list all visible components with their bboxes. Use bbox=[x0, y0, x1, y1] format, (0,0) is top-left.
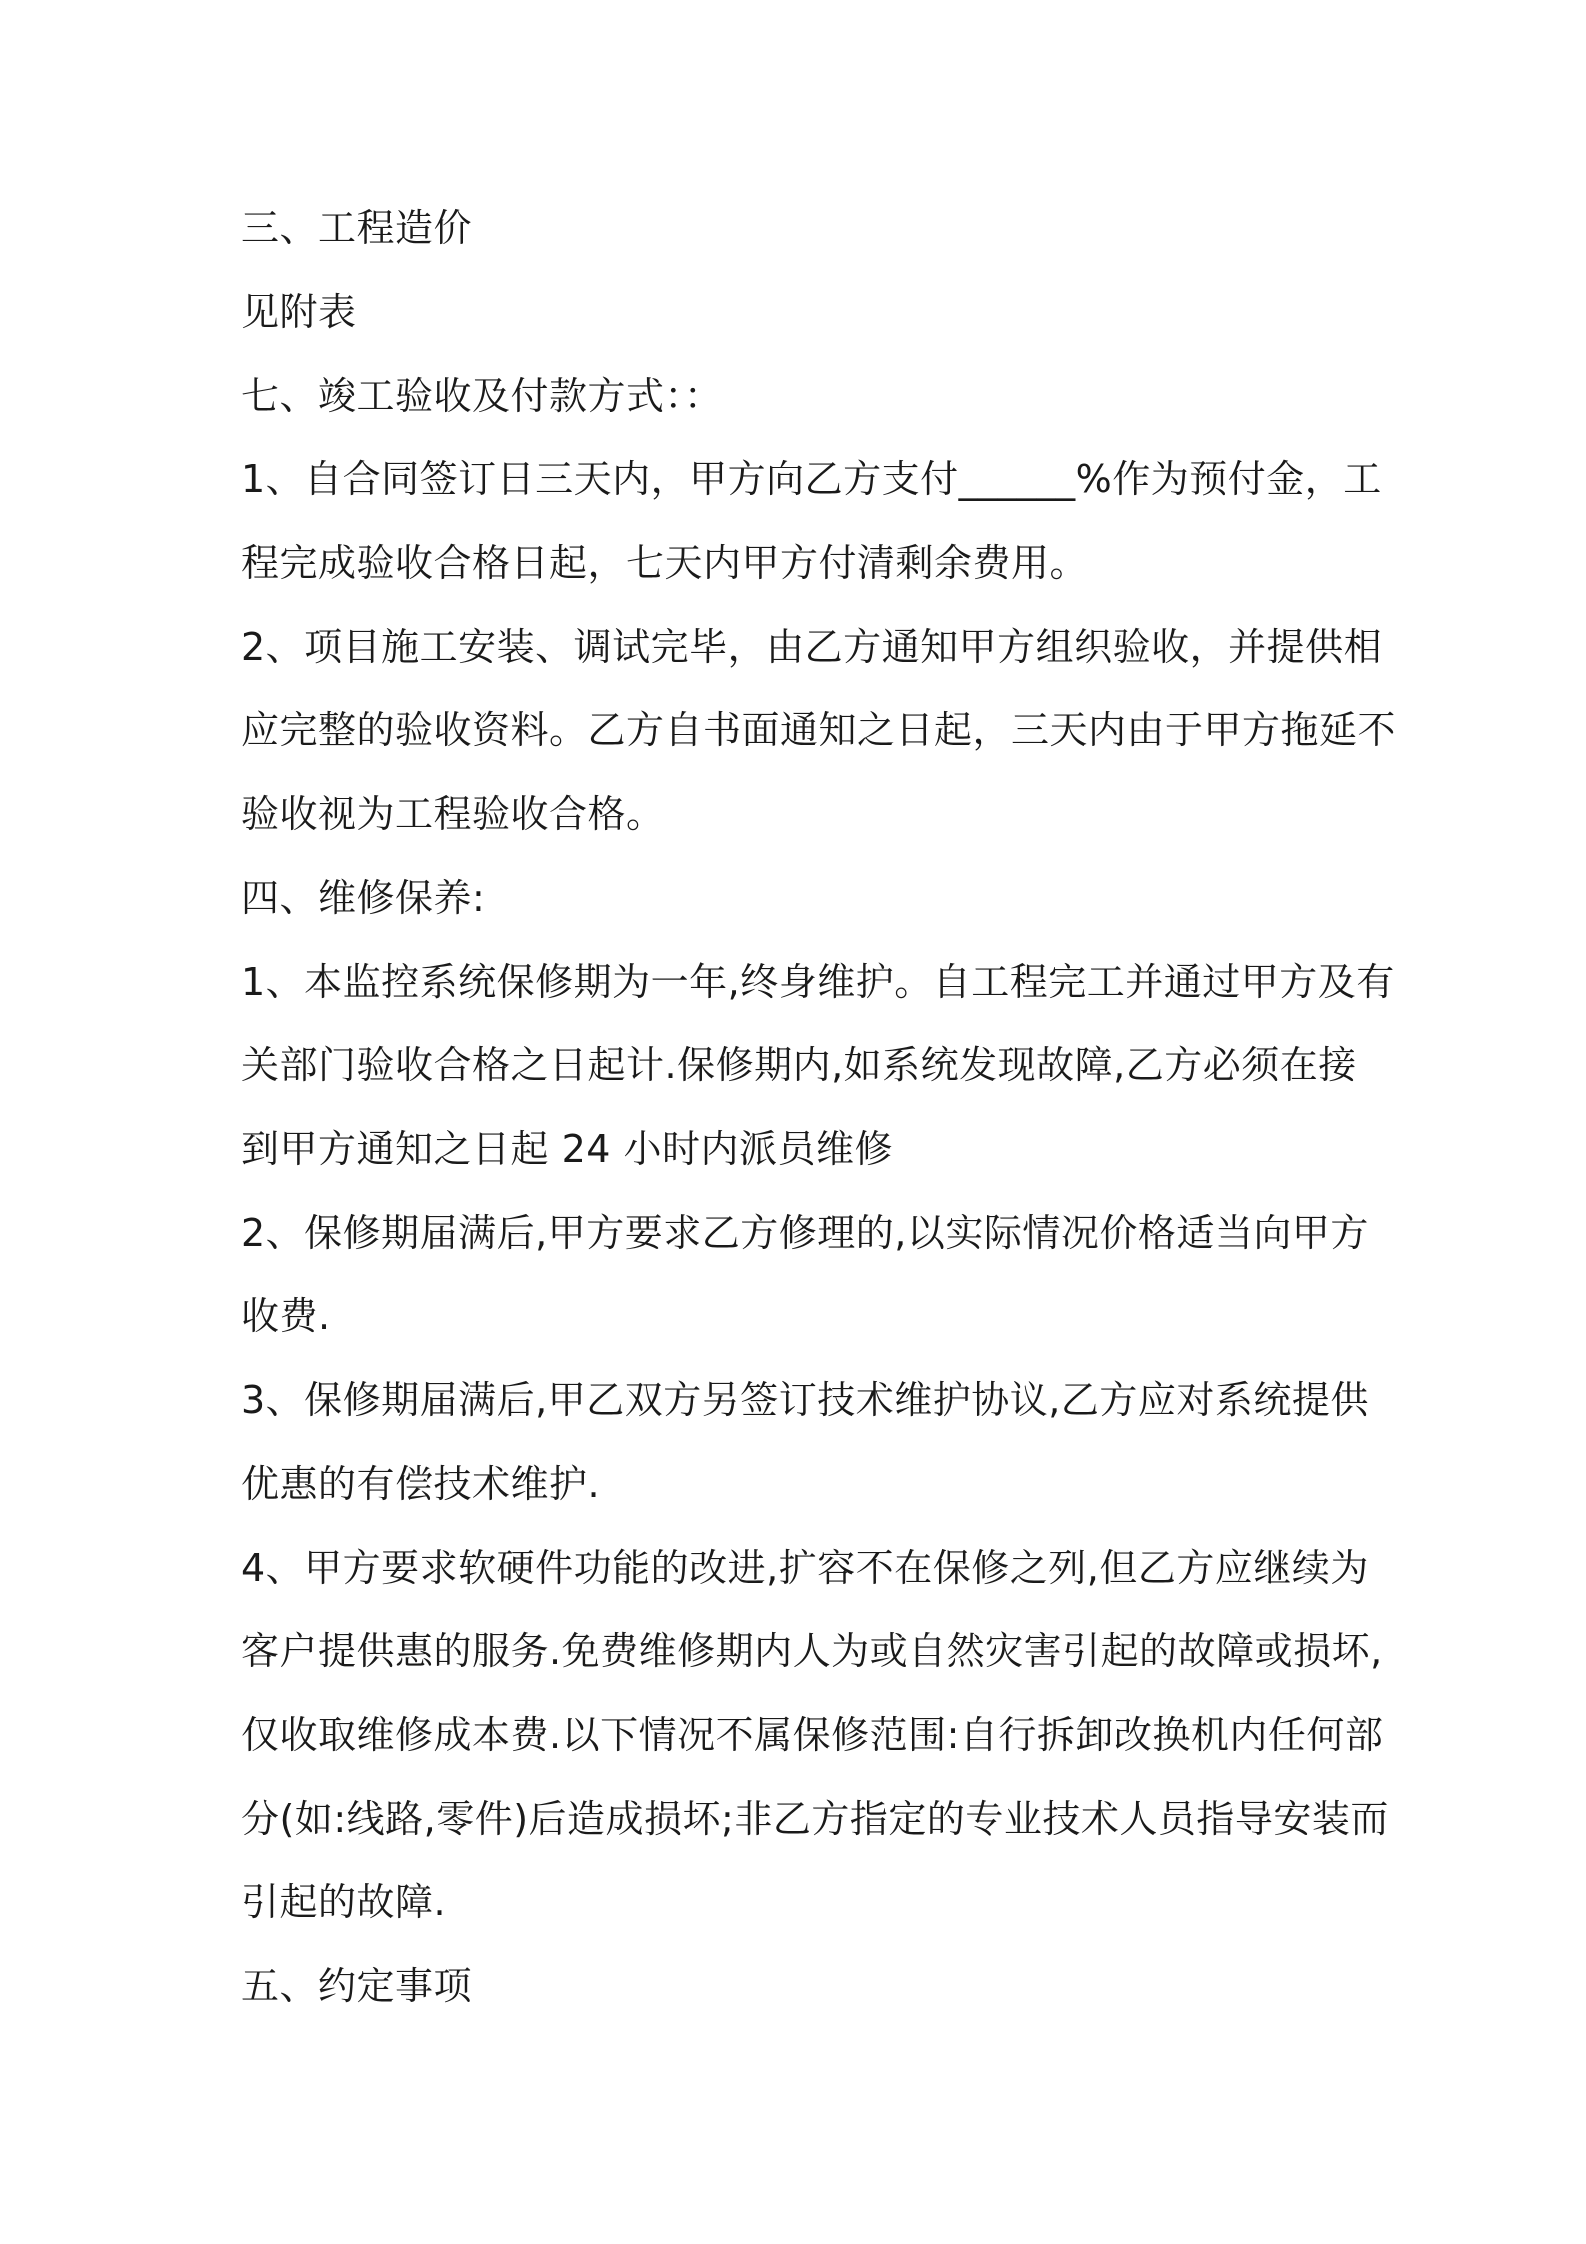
section-heading-agreed-matters: 五、约定事项 bbox=[241, 1964, 473, 2008]
paragraph-line: 仅收取维修成本费.以下情况不属保修范围:自行拆卸改换机内任何部 bbox=[241, 1713, 1384, 1757]
paragraph-line: 收费. bbox=[241, 1294, 331, 1338]
paragraph-line: 关部门验收合格之日起计.保修期内,如系统发现故障,乙方必须在接 bbox=[241, 1043, 1357, 1087]
paragraph-line: 分(如:线路,零件)后造成损坏;非乙方指定的专业技术人员指导安装而 bbox=[241, 1797, 1389, 1841]
paragraph-line: 2、保修期届满后,甲方要求乙方修理的,以实际情况价格适当向甲方 bbox=[241, 1211, 1369, 1255]
paragraph-line: 2、项目施工安装、调试完毕，由乙方通知甲方组织验收，并提供相 bbox=[241, 625, 1383, 669]
paragraph-line: 1、自合同签订日三天内，甲方向乙方支付______%作为预付金，工 bbox=[241, 457, 1382, 501]
paragraph-line: 优惠的有偿技术维护. bbox=[241, 1462, 601, 1506]
paragraph-line: 到甲方通知之日起 24 小时内派员维修 bbox=[241, 1127, 894, 1171]
section-heading-maintenance: 四、维修保养: bbox=[241, 876, 486, 920]
paragraph-line: 客户提供惠的服务.免费维修期内人为或自然灾害引起的故障或损坏, bbox=[241, 1629, 1383, 1673]
section-heading-cost: 三、工程造价 bbox=[241, 206, 473, 250]
paragraph-line: 见附表 bbox=[241, 290, 357, 334]
paragraph-line: 引起的故障. bbox=[241, 1880, 447, 1924]
paragraph-line: 4、甲方要求软硬件功能的改进,扩容不在保修之列,但乙方应继续为 bbox=[241, 1546, 1369, 1590]
paragraph-line: 3、保修期届满后,甲乙双方另签订技术维护协议,乙方应对系统提供 bbox=[241, 1378, 1369, 1422]
paragraph-line: 应完整的验收资料。乙方自书面通知之日起，三天内由于甲方拖延不 bbox=[241, 708, 1397, 752]
paragraph-line: 验收视为工程验收合格。 bbox=[241, 792, 665, 836]
section-heading-acceptance-payment: 七、竣工验收及付款方式：： bbox=[241, 374, 723, 418]
paragraph-line: 程完成验收合格日起，七天内甲方付清剩余费用。 bbox=[241, 541, 1089, 585]
paragraph-line: 1、本监控系统保修期为一年,终身维护。自工程完工并通过甲方及有 bbox=[241, 960, 1395, 1004]
